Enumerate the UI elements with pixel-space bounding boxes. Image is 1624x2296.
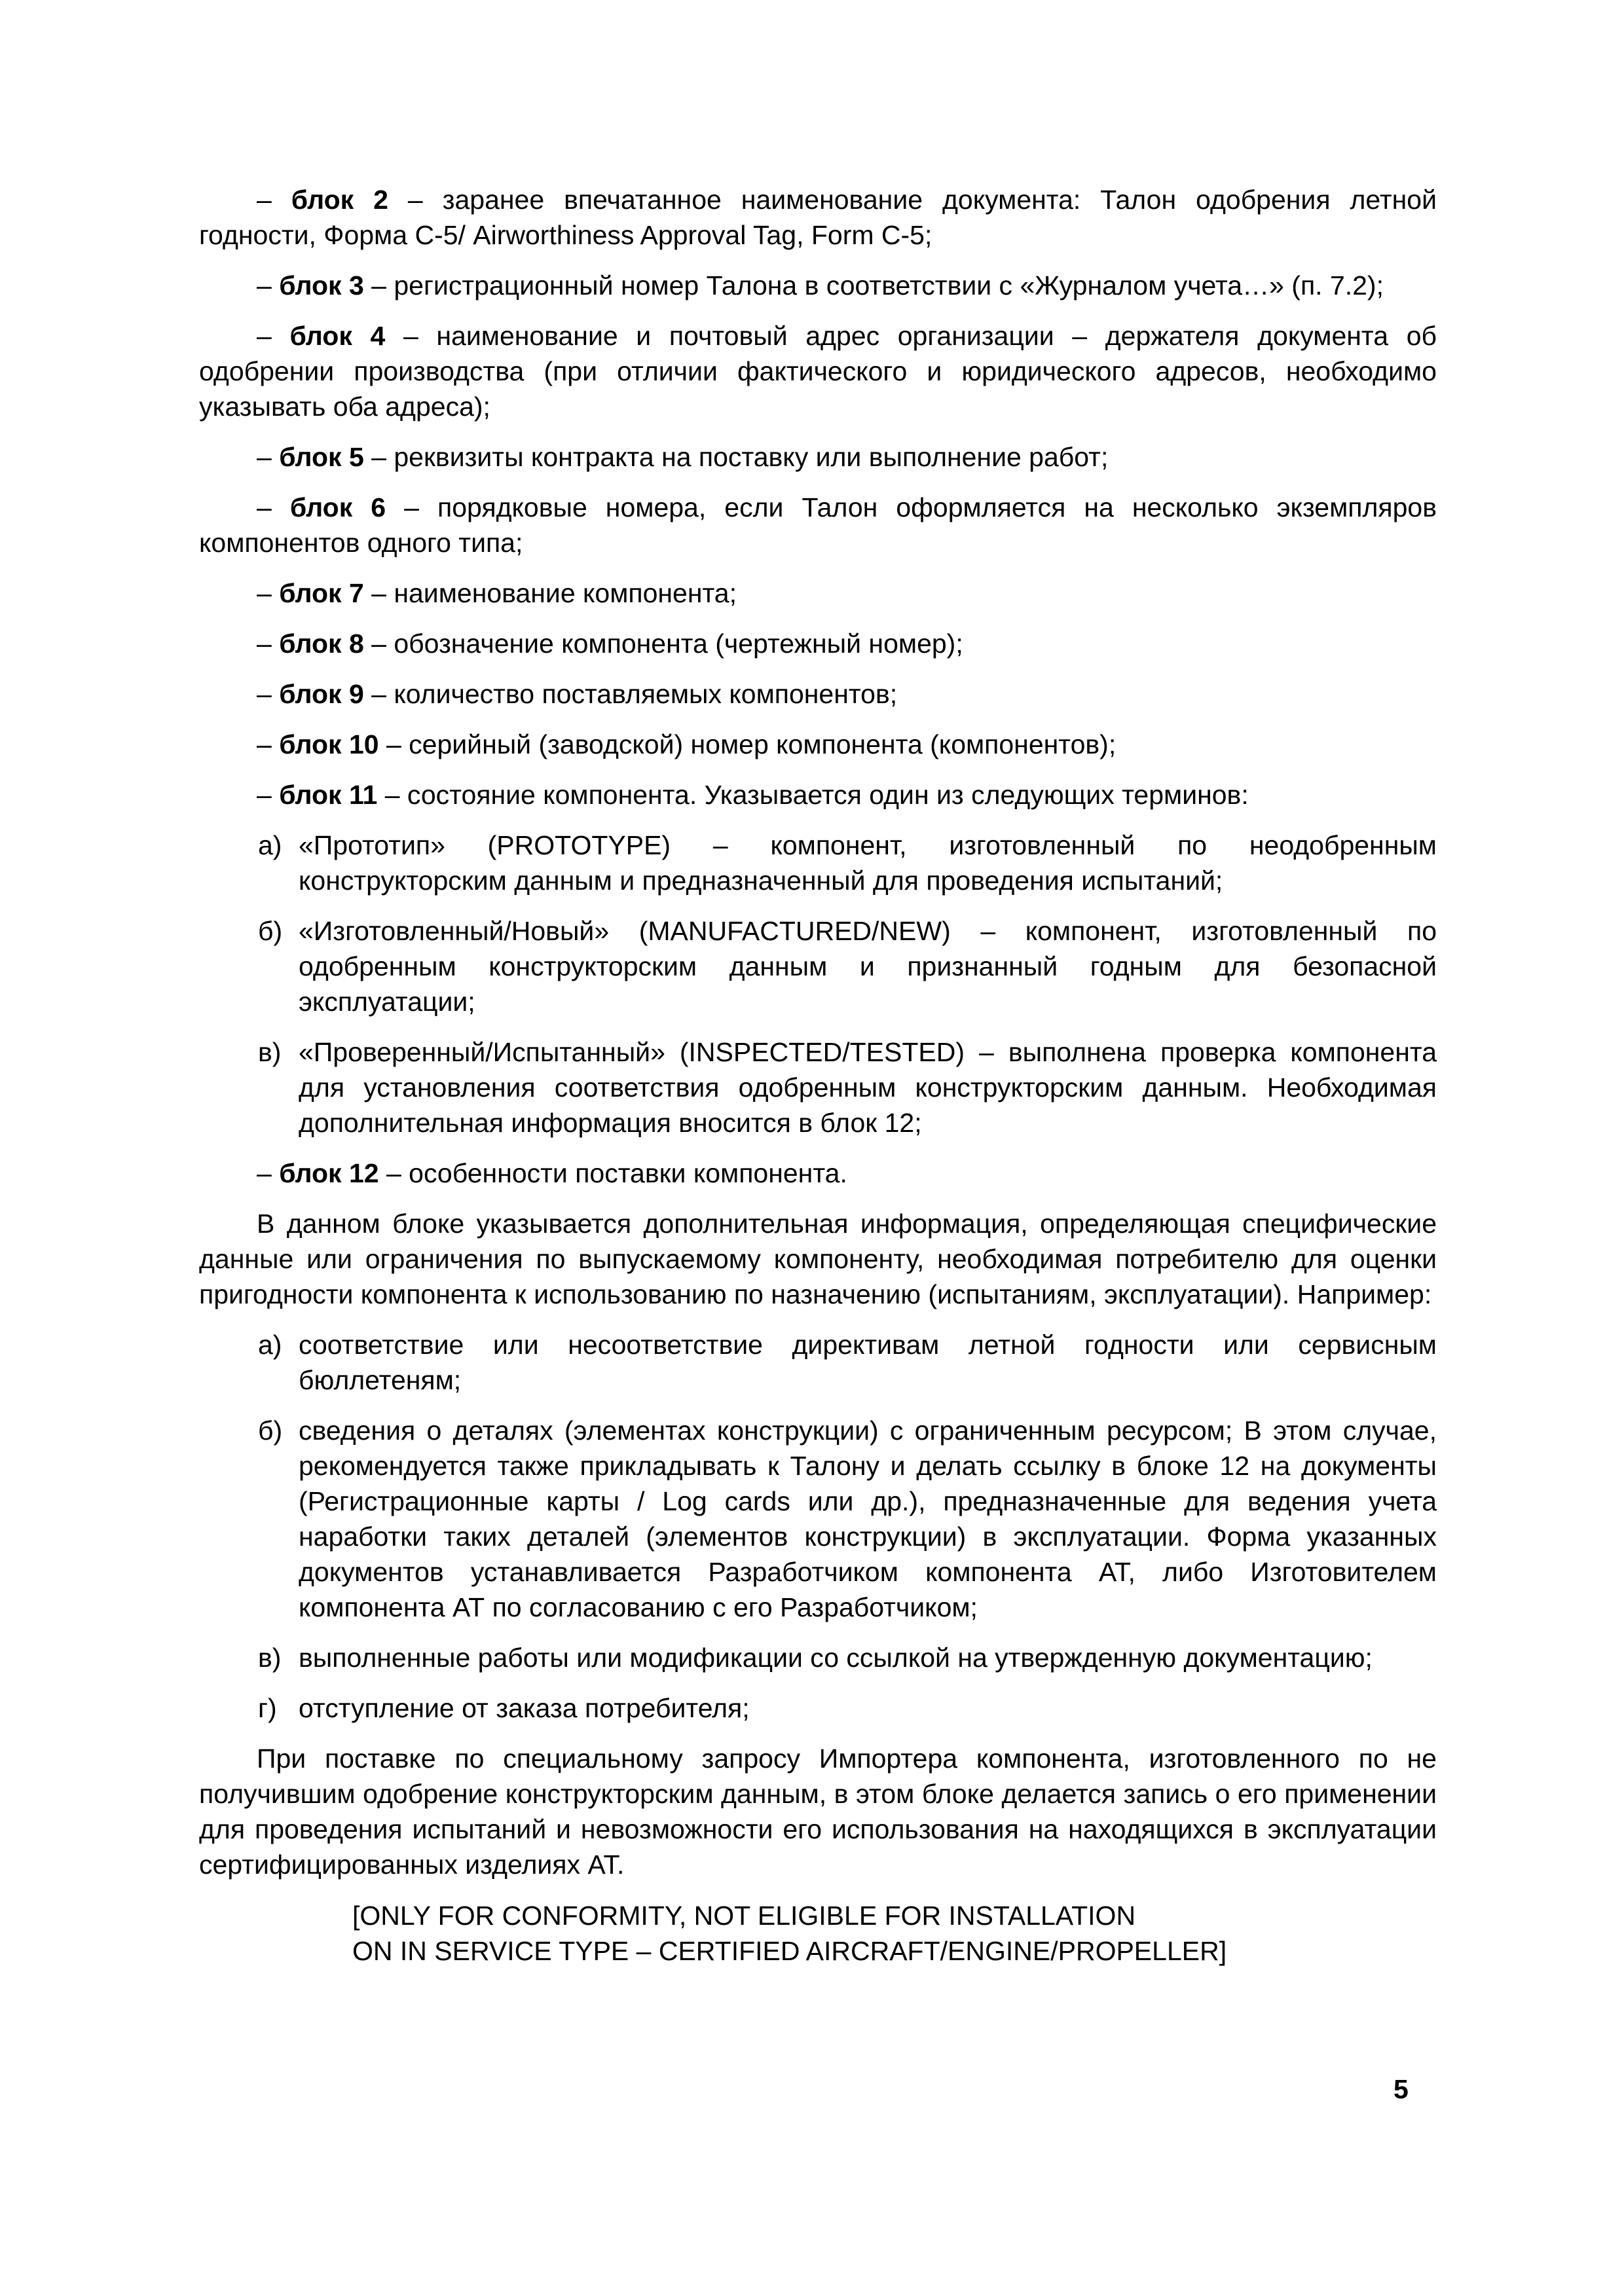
block-text: – регистрационный номер Талона в соответствии с «Журналом учета…» (п. 7.2); bbox=[363, 270, 1384, 301]
block-text: – наименование и почтовый адрес организации – держателя документа об одобрении производства (при отличии фактического и юридического адресов, необходимо указывать оба адреса); bbox=[199, 321, 1437, 422]
page-body bbox=[199, 182, 1437, 1969]
block-label: блок 9 bbox=[279, 679, 364, 709]
list-text: «Проверенный/Испытанный» (INSPECTED/TESTED) – выполнена проверка компонента для установления соответствия одобренным конструкторским данным. Необходимая дополнительная информация вносится в блок 12; bbox=[299, 1037, 1437, 1138]
list-marker: а) bbox=[258, 1330, 282, 1360]
list-text: «Прототип» (PROTOTYPE) – компонент, изготовленный по неодобренным конструкторским данным и предназначенный для проведения испытаний; bbox=[299, 830, 1437, 896]
block-entry: – блок 10 – серийный (заводской) номер компонента (компонентов); bbox=[257, 729, 1116, 759]
block-entry: – блок 8 – обозначение компонента (чертежный номер); bbox=[257, 629, 963, 659]
list-marker: г) bbox=[258, 1693, 277, 1723]
block-label: блок 2 bbox=[291, 185, 388, 215]
list-item bbox=[199, 1413, 1437, 1625]
block-label: блок 4 bbox=[289, 321, 386, 351]
block-entry: – блок 5 – реквизиты контракта на поставку или выполнение работ; bbox=[257, 442, 1109, 472]
block-label: блок 7 bbox=[279, 578, 364, 608]
block-label: блок 3 bbox=[279, 270, 364, 301]
list-item bbox=[199, 1034, 1437, 1140]
block-text: – порядковые номера, если Талон оформляется на несколько экземпляров компонентов одного типа; bbox=[199, 492, 1437, 558]
block-entry: – блок 4 – наименование и почтовый адрес организации – держателя документа об одобрении производства (при отличии фактического и юридического адресов, необходимо указывать оба адреса); bbox=[199, 321, 1437, 422]
block-text: – серийный (заводской) номер компонента (компонентов); bbox=[378, 729, 1116, 759]
block-entry: – блок 6 – порядковые номера, если Талон оформляется на несколько экземпляров компонентов одного типа; bbox=[199, 492, 1437, 558]
block-text: – наименование компонента; bbox=[363, 578, 737, 608]
list-marker: а) bbox=[258, 830, 282, 860]
list-item bbox=[199, 1690, 1437, 1726]
block-text: – особенности поставки компонента. bbox=[378, 1158, 847, 1188]
paragraph: В данном блоке указывается дополнительная информация, определяющая специфические данные или ограничения по выпускаемому компоненту, необходимая потребителю для оценки пригодности компонента к использованию по назначению (испытаниям, эксплуатации). Например: bbox=[199, 1209, 1437, 1309]
block-text: – обозначение компонента (чертежный номер); bbox=[363, 629, 963, 659]
block-label: блок 12 bbox=[279, 1158, 379, 1188]
block-label: блок 6 bbox=[289, 492, 386, 522]
list-marker: в) bbox=[258, 1037, 282, 1067]
list-item bbox=[199, 828, 1437, 898]
list-text: сведения о деталях (элементах конструкции) с ограниченным ресурсом; В этом случае, рекомендуется также прикладывать к Талону и делать ссылку в блоке 12 на документы (Регистрационные карты / Log cards или др.), предназначенные для ведения учета наработки таких деталей (элементов конструкции) в эксплуатации. Форма указанных документов устанавливается Разработчиком компонента АТ, либо Изготовителем компонента АТ по согласованию с его Разработчиком; bbox=[299, 1415, 1437, 1622]
block-label: блок 11 bbox=[279, 780, 378, 810]
notice-block bbox=[199, 1898, 1437, 1969]
list-item bbox=[199, 1327, 1437, 1398]
block-entry: – блок 7 – наименование компонента; bbox=[257, 578, 737, 608]
block-text: – реквизиты контракта на поставку или выполнение работ; bbox=[363, 442, 1109, 472]
page-number: 5 bbox=[1393, 2074, 1409, 2104]
list-item bbox=[199, 913, 1437, 1019]
block-text: – заранее впечатанное наименование документа: Талон одобрения летной годности, Форма С-5/ Airworthiness Approval Tag, Form C-5; bbox=[199, 185, 1437, 250]
block-entry: – блок 12 – особенности поставки компонента. bbox=[257, 1158, 847, 1188]
block-label: блок 5 bbox=[279, 442, 364, 472]
list-text: соответствие или несоответствие директивам летной годности или сервисным бюллетеням; bbox=[299, 1330, 1437, 1395]
paragraph: При поставке по специальному запросу Импортера компонента, изготовленного по не получившим одобрение конструкторским данным, в этом блоке делается запись о его применении для проведения испытаний и невозможности его использования на находящихся в эксплуатации сертифицированных изделиях АТ. bbox=[199, 1743, 1437, 1880]
block-text: – состояние компонента. Указывается один из следующих терминов: bbox=[377, 780, 1249, 810]
notice-line: ON IN SERVICE TYPE – CERTIFIED AIRCRAFT/ENGINE/PROPELLER] bbox=[352, 1936, 1227, 1966]
list-marker: б) bbox=[258, 916, 283, 946]
list-marker: в) bbox=[258, 1643, 282, 1673]
block-entry: – блок 9 – количество поставляемых компонентов; bbox=[257, 679, 898, 709]
block-text: – количество поставляемых компонентов; bbox=[363, 679, 898, 709]
block-entry: – блок 3 – регистрационный номер Талона в соответствии с «Журналом учета…» (п. 7.2); bbox=[257, 270, 1384, 301]
block-entry: – блок 2 – заранее впечатанное наименование документа: Талон одобрения летной годности, Форма С-5/ Airworthiness Approval Tag, Form C-5; bbox=[199, 185, 1437, 250]
list-text: «Изготовленный/Новый» (MANUFACTURED/NEW) – компонент, изготовленный по одобренным конструкторским данным и признанный годным для безопасной эксплуатации; bbox=[299, 916, 1437, 1017]
notice-line: [ONLY FOR CONFORMITY, NOT ELIGIBLE FOR INSTALLATION bbox=[352, 1901, 1136, 1931]
block-entry: – блок 11 – состояние компонента. Указывается один из следующих терминов: bbox=[257, 780, 1249, 810]
block-label: блок 8 bbox=[279, 629, 364, 659]
block-label: блок 10 bbox=[279, 729, 379, 759]
list-text: выполненные работы или модификации со ссылкой на утвержденную документацию; bbox=[299, 1643, 1373, 1673]
list-item bbox=[199, 1640, 1437, 1675]
list-marker: б) bbox=[258, 1415, 283, 1446]
list-text: отступление от заказа потребителя; bbox=[299, 1693, 750, 1723]
